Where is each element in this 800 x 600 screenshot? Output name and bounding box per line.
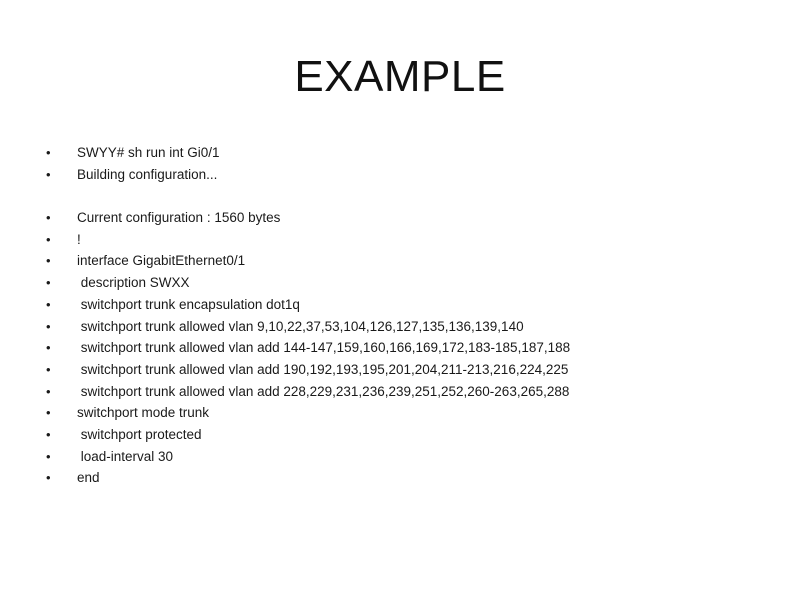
list-item	[46, 424, 766, 446]
bullet-glyph: •	[46, 318, 51, 334]
bullet-glyph: •	[46, 253, 51, 269]
bullet-text: switchport mode trunk	[77, 405, 210, 421]
bullet-glyph: •	[46, 296, 51, 312]
bullet-text: switchport trunk allowed vlan add 190,192,193,195,201,204,211-213,216,224,225	[77, 361, 569, 377]
bullet-text: switchport protected	[77, 426, 202, 442]
bullet-text: interface GigabitEthernet0/1	[77, 253, 246, 269]
list-item	[46, 446, 766, 468]
bullet-text: Current configuration : 1560 bytes	[77, 210, 281, 226]
list-item	[46, 229, 766, 251]
list-item	[46, 250, 766, 272]
bullet-glyph: •	[46, 210, 51, 226]
bullet-glyph: •	[46, 426, 51, 442]
bullet-text: switchport trunk encapsulation dot1q	[77, 296, 300, 312]
bullet-glyph: •	[46, 383, 51, 399]
list-item	[46, 316, 766, 338]
list-item	[46, 337, 766, 359]
bullet-text: SWYY# sh run int Gi0/1	[77, 145, 220, 160]
list-item	[46, 467, 766, 489]
bullet-text: !	[77, 231, 81, 247]
bullet-text: load-interval 30	[77, 448, 174, 464]
bullet-glyph: •	[46, 340, 51, 356]
bullet-text: Building configuration...	[77, 166, 218, 182]
list-item	[46, 381, 766, 403]
bullet-glyph: •	[46, 275, 51, 291]
bullet-glyph: •	[46, 166, 51, 182]
list-item	[46, 207, 766, 229]
list-item	[46, 164, 766, 186]
bullet-glyph: •	[46, 448, 51, 464]
bullet-text: end	[77, 470, 100, 486]
list-item	[46, 272, 766, 294]
bullet-glyph: •	[46, 470, 51, 486]
list-item	[46, 294, 766, 316]
list-item	[46, 402, 766, 424]
slide-title: EXAMPLE	[294, 52, 506, 101]
list-item	[46, 359, 766, 381]
list-item	[46, 142, 766, 164]
bullet-glyph: •	[46, 405, 51, 421]
bullet-glyph: •	[46, 361, 51, 377]
bullet-text: switchport trunk allowed vlan add 228,229,231,236,239,251,252,260-263,265,288	[77, 383, 570, 399]
bullet-glyph: •	[46, 145, 51, 160]
bullet-text: switchport trunk allowed vlan add 144-147,159,160,166,169,172,183-185,187,188	[77, 340, 571, 356]
bullet-glyph: •	[46, 231, 51, 247]
bullet-text: description SWXX	[77, 275, 190, 291]
bullet-list	[46, 142, 766, 489]
bullet-text: switchport trunk allowed vlan 9,10,22,37,53,104,126,127,135,136,139,140	[77, 318, 524, 334]
list-spacer	[46, 185, 766, 207]
